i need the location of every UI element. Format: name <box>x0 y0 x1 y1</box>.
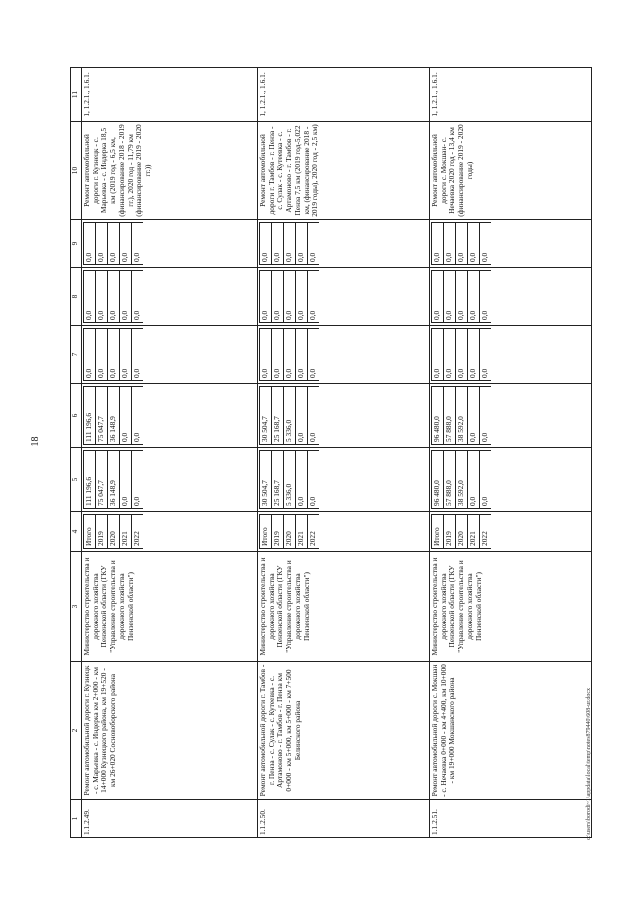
cell-name: Ремонт автомобильной дороги с. Мокшан - с. Нечаевка 0+000 - км 4+400, км 10+000 - км 19+000 Мокшанского района <box>430 662 592 800</box>
col-header: 1 <box>71 800 82 838</box>
sub-value: 0,0 <box>260 329 272 381</box>
header-row <box>71 68 82 838</box>
sub-value: 38 592,0 <box>456 387 468 445</box>
cell-c7 <box>430 326 592 384</box>
sub-value: 0,0 <box>444 271 456 323</box>
sub-value: 2019 <box>96 515 108 549</box>
cell-c9 <box>430 220 592 268</box>
sub-value: 30 504,7 <box>260 387 272 445</box>
cell-num: 1.1.2.50. <box>258 800 430 838</box>
sub-value: 25 168,7 <box>272 387 284 445</box>
cell-codes: 1, 1.2.1., 1.6.1. <box>82 68 258 122</box>
cell-result: Ремонт автомобильной дороги г. Кузнецк - с. Марьевка - с. Индерка 18,5 км (2019 год - 6,5 км, (финансирование 2018 - 2019 гг.), 2020 год - 11,79 км (финансирование 2019 - 2020 гг.)) <box>82 122 258 220</box>
col-header: 3 <box>71 552 82 662</box>
sub-value: 0,0 <box>444 223 456 265</box>
sub-value: 0,0 <box>120 271 132 323</box>
sub-value: 0,0 <box>432 271 444 323</box>
sub-value: 0,0 <box>120 387 132 445</box>
cell-name: Ремонт автомобильной дороги г. Кузнецк - с. Марьевка - с. Индерка км 2+000 - км 14+000 Кузнецкого района, км 19+520 - км 26+020 Сосновоборского района <box>82 662 258 800</box>
sub-value: 2022 <box>308 515 320 549</box>
sub-value: 0,0 <box>480 387 492 445</box>
sub-value: 57 888,0 <box>444 451 456 509</box>
sub-value: 0,0 <box>108 329 120 381</box>
sub-value: 0,0 <box>284 329 296 381</box>
cell-c9 <box>82 220 258 268</box>
sub-value: 36 148,9 <box>108 387 120 445</box>
sub-value: Итого <box>84 515 96 549</box>
cell-years <box>82 512 258 552</box>
sub-value: 2020 <box>284 515 296 549</box>
sub-value: 75 047,7 <box>96 451 108 509</box>
sub-value: 0,0 <box>260 223 272 265</box>
cell-c5 <box>430 448 592 512</box>
sub-value: 30 504,7 <box>260 451 272 509</box>
sub-value: 38 592,0 <box>456 451 468 509</box>
cell-c6 <box>430 384 592 448</box>
cell-name: Ремонт автомобильной дороги г. Тамбов - г. Пенза - с. Сулак - с. Кутеевка - с. Артамоново - г. Тамбов - г. Пенза км 0+000 - км 5+000, км 5+000 - км 7+500 Белинского района <box>258 662 430 800</box>
cell-executor: Министерство строительства и дорожного хозяйства Пензенской области (ГКУ "Управление строительства и дорожного хозяйства Пензенской области") <box>430 552 592 662</box>
cell-c7 <box>82 326 258 384</box>
sub-value: 96 480,0 <box>432 387 444 445</box>
table-body <box>82 68 592 838</box>
cell-executor: Министерство строительства и дорожного хозяйства Пензенской области (ГКУ "Управление строительства и дорожного хозяйства Пензенской области") <box>258 552 430 662</box>
col-header: 7 <box>71 326 82 384</box>
sub-value: 0,0 <box>132 387 144 445</box>
sub-value: 0,0 <box>284 223 296 265</box>
sub-value: 0,0 <box>456 329 468 381</box>
document-page-rotated <box>70 68 584 838</box>
sub-value: 0,0 <box>308 451 320 509</box>
cell-c7 <box>258 326 430 384</box>
sub-value: 0,0 <box>480 223 492 265</box>
sub-value: 0,0 <box>308 329 320 381</box>
sub-value: 0,0 <box>96 271 108 323</box>
sub-value: 0,0 <box>432 223 444 265</box>
sub-value: 0,0 <box>272 271 284 323</box>
sub-value: 0,0 <box>132 451 144 509</box>
sub-value: Итого <box>260 515 272 549</box>
cell-result: Ремонт автомобильной дороги г. Тамбов - г. Пенза - с. Сулак - с. Кутеевка - с. Артамоново - г. Тамбов - г. Пенза 7,5 км (2019 год-5,022 км, (финансирование 2018 - 2019 годы), 2020 год - 2,5 км) <box>258 122 430 220</box>
col-header: 11 <box>71 68 82 122</box>
table-row <box>258 68 430 838</box>
cell-c6 <box>258 384 430 448</box>
sub-value: 0,0 <box>284 271 296 323</box>
sub-value: 0,0 <box>108 271 120 323</box>
col-header: 5 <box>71 448 82 512</box>
sub-value: 111 196,6 <box>84 451 96 509</box>
sub-value: 2021 <box>296 515 308 549</box>
sub-value: 5 336,0 <box>284 451 296 509</box>
cell-c5 <box>82 448 258 512</box>
cell-executor: Министерство строительства и дорожного хозяйства Пензенской области (ГКУ "Управление строительства и дорожного хозяйства Пензенской области") <box>82 552 258 662</box>
sub-value: 0,0 <box>132 223 144 265</box>
sub-value: 0,0 <box>120 223 132 265</box>
cell-c5 <box>258 448 430 512</box>
table-row <box>82 68 258 838</box>
sub-value: 0,0 <box>468 329 480 381</box>
sub-value: 2021 <box>468 515 480 549</box>
footer-file-path: c:\users\borodi~1\appdata\local\temp\notes879440\608-ur.docx <box>586 687 592 840</box>
cell-num: 1.1.2.51. <box>430 800 592 838</box>
sub-value: 0,0 <box>260 271 272 323</box>
sub-value: 111 196,6 <box>84 387 96 445</box>
sub-value: 0,0 <box>480 329 492 381</box>
sub-value: 0,0 <box>468 387 480 445</box>
sub-value: 0,0 <box>132 329 144 381</box>
sub-value: 0,0 <box>84 271 96 323</box>
sub-value: 2022 <box>480 515 492 549</box>
sub-value: 0,0 <box>84 223 96 265</box>
sub-value: 25 168,7 <box>272 451 284 509</box>
sub-value: 75 047,7 <box>96 387 108 445</box>
sub-value: 0,0 <box>308 271 320 323</box>
cell-c9 <box>258 220 430 268</box>
sub-value: 0,0 <box>96 223 108 265</box>
col-header: 10 <box>71 122 82 220</box>
sub-value: 0,0 <box>456 223 468 265</box>
sub-value: 0,0 <box>272 223 284 265</box>
table-row <box>430 68 592 838</box>
col-header: 4 <box>71 512 82 552</box>
cell-years <box>430 512 592 552</box>
cell-c8 <box>258 268 430 326</box>
sub-value: 2021 <box>120 515 132 549</box>
sub-value: 0,0 <box>84 329 96 381</box>
cell-c8 <box>82 268 258 326</box>
col-header: 6 <box>71 384 82 448</box>
sub-value: 0,0 <box>468 451 480 509</box>
cell-num: 1.1.2.49. <box>82 800 258 838</box>
sub-value: 0,0 <box>132 271 144 323</box>
sub-value: 5 336,0 <box>284 387 296 445</box>
sub-value: 0,0 <box>480 271 492 323</box>
page-number: 18 <box>30 436 41 447</box>
col-header: 2 <box>71 662 82 800</box>
sub-value: 0,0 <box>432 329 444 381</box>
sub-value: 0,0 <box>308 387 320 445</box>
sub-value: 0,0 <box>272 329 284 381</box>
sub-value: 2020 <box>108 515 120 549</box>
sub-value: 0,0 <box>468 271 480 323</box>
cell-years <box>258 512 430 552</box>
sub-value: 0,0 <box>296 271 308 323</box>
cell-result: Ремонт автомобильной дороги с. Мокшан- с. Нечаевка 2020 год - 13,4 км (финансирование 2019 - 2020 годы) <box>430 122 592 220</box>
sub-value: 2022 <box>132 515 144 549</box>
sub-value: 0,0 <box>296 451 308 509</box>
sub-value: 0,0 <box>308 223 320 265</box>
sub-value: 0,0 <box>480 451 492 509</box>
col-header: 8 <box>71 268 82 326</box>
cell-c8 <box>430 268 592 326</box>
sub-value: 57 888,0 <box>444 387 456 445</box>
cell-c6 <box>82 384 258 448</box>
sub-value: 0,0 <box>120 329 132 381</box>
sub-value: 0,0 <box>296 223 308 265</box>
sub-value: 0,0 <box>108 223 120 265</box>
sub-value: 0,0 <box>456 271 468 323</box>
sub-value: 96 480,0 <box>432 451 444 509</box>
cell-codes: 1, 1.2.1., 1.6.1. <box>430 68 592 122</box>
sub-value: 2019 <box>444 515 456 549</box>
sub-value: 0,0 <box>296 329 308 381</box>
program-table <box>70 67 592 838</box>
sub-value: 0,0 <box>468 223 480 265</box>
sub-value: 0,0 <box>444 329 456 381</box>
sub-value: 0,0 <box>296 387 308 445</box>
sub-value: 0,0 <box>96 329 108 381</box>
sub-value: 0,0 <box>120 451 132 509</box>
sub-value: 36 148,9 <box>108 451 120 509</box>
col-header: 9 <box>71 220 82 268</box>
cell-codes: 1, 1.2.1., 1.6.1. <box>258 68 430 122</box>
sub-value: Итого <box>432 515 444 549</box>
sub-value: 2020 <box>456 515 468 549</box>
sub-value: 2019 <box>272 515 284 549</box>
